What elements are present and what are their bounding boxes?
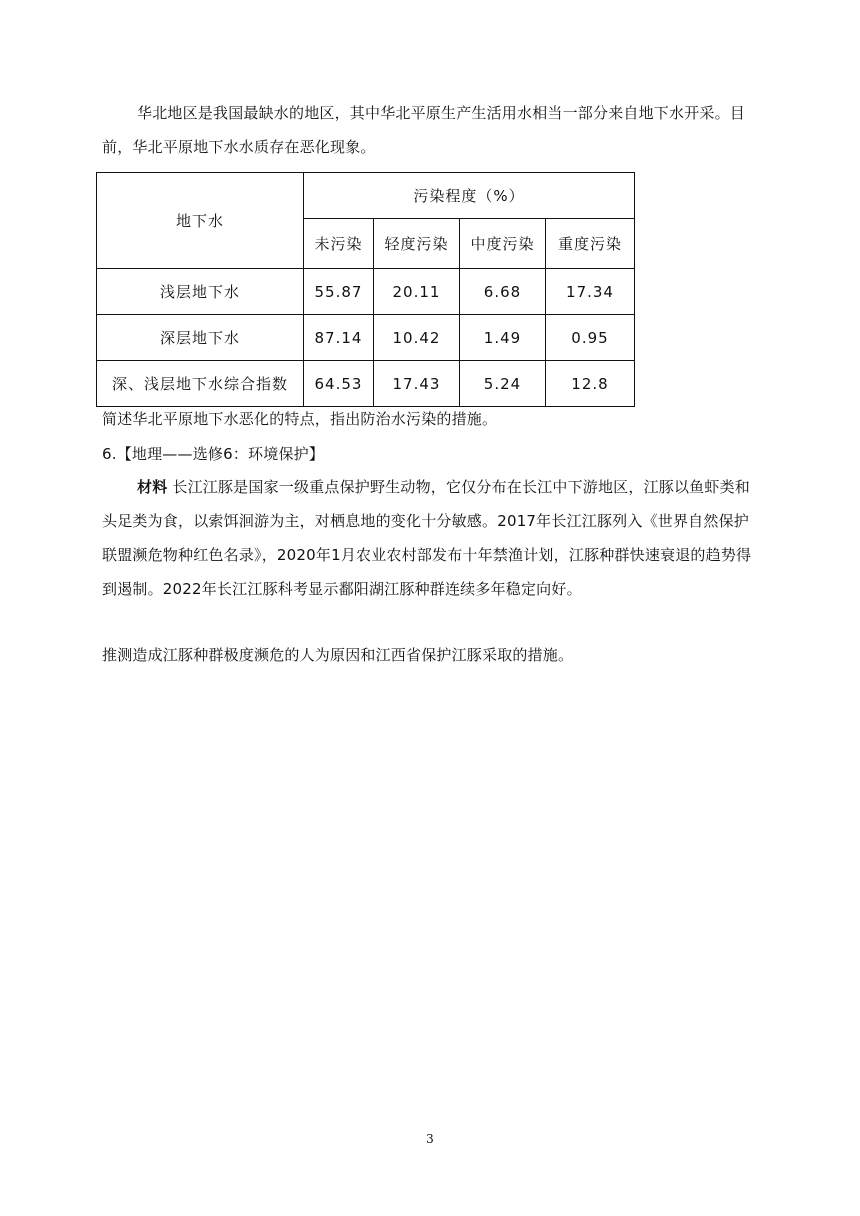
table-row (97, 361, 635, 407)
material-text: 长江江豚是国家一级重点保护野生动物，它仅分布在长江中下游地区，江豚以鱼虾类和头足类为食，以索饵洄游为主，对栖息地的变化十分敏感。2017年长江江豚列入《世界自然保护联盟濒危物种红色名录》，2020年1月农业农村部发布十年禁渔计划，江豚种群快速衰退的趋势得到遏制。2022年长江江豚科考显示鄱阳湖江豚种群连续多年稳定向好。 (102, 478, 752, 598)
material-paragraph (102, 470, 762, 606)
material-label: 材料 (137, 478, 168, 496)
page-number: 3 (426, 1132, 434, 1146)
table-cell: 1.49 (460, 315, 546, 361)
row-header-cell: 地下水 (97, 173, 304, 269)
intro-paragraph: 华北地区是我国最缺水的地区，其中华北平原生产生活用水相当一部分来自地下水开采。目前，华北平原地下水水质存在恶化现象。 (102, 104, 746, 156)
table-cell: 5.24 (460, 361, 546, 407)
table-cell: 20.11 (374, 269, 460, 315)
row-label: 深层地下水 (97, 315, 304, 361)
column-header: 重度污染 (546, 219, 635, 269)
table-cell: 12.8 (546, 361, 635, 407)
table-cell: 64.53 (304, 361, 374, 407)
table-row (97, 269, 635, 315)
column-header: 中度污染 (460, 219, 546, 269)
table-cell: 6.68 (460, 269, 546, 315)
table-cell: 10.42 (374, 315, 460, 361)
table-cell: 17.43 (374, 361, 460, 407)
table-row (97, 315, 635, 361)
row-label: 深、浅层地下水综合指数 (97, 361, 304, 407)
question-text: 简述华北平原地下水恶化的特点，指出防治水污染的措施。 (102, 410, 498, 428)
column-header: 轻度污染 (374, 219, 460, 269)
table-cell: 17.34 (546, 269, 635, 315)
section-title: 6.【地理——选修6：环境保护】 (102, 445, 325, 463)
table-cell: 0.95 (546, 315, 635, 361)
row-label: 浅层地下水 (97, 269, 304, 315)
group-header-cell: 污染程度（%） (304, 173, 635, 219)
table-header-row (97, 173, 635, 219)
table-cell: 55.87 (304, 269, 374, 315)
groundwater-pollution-table (96, 172, 635, 407)
column-header: 未污染 (304, 219, 374, 269)
table-cell: 87.14 (304, 315, 374, 361)
question-text: 推测造成江豚种群极度濒危的人为原因和江西省保护江豚采取的措施。 (102, 646, 574, 664)
